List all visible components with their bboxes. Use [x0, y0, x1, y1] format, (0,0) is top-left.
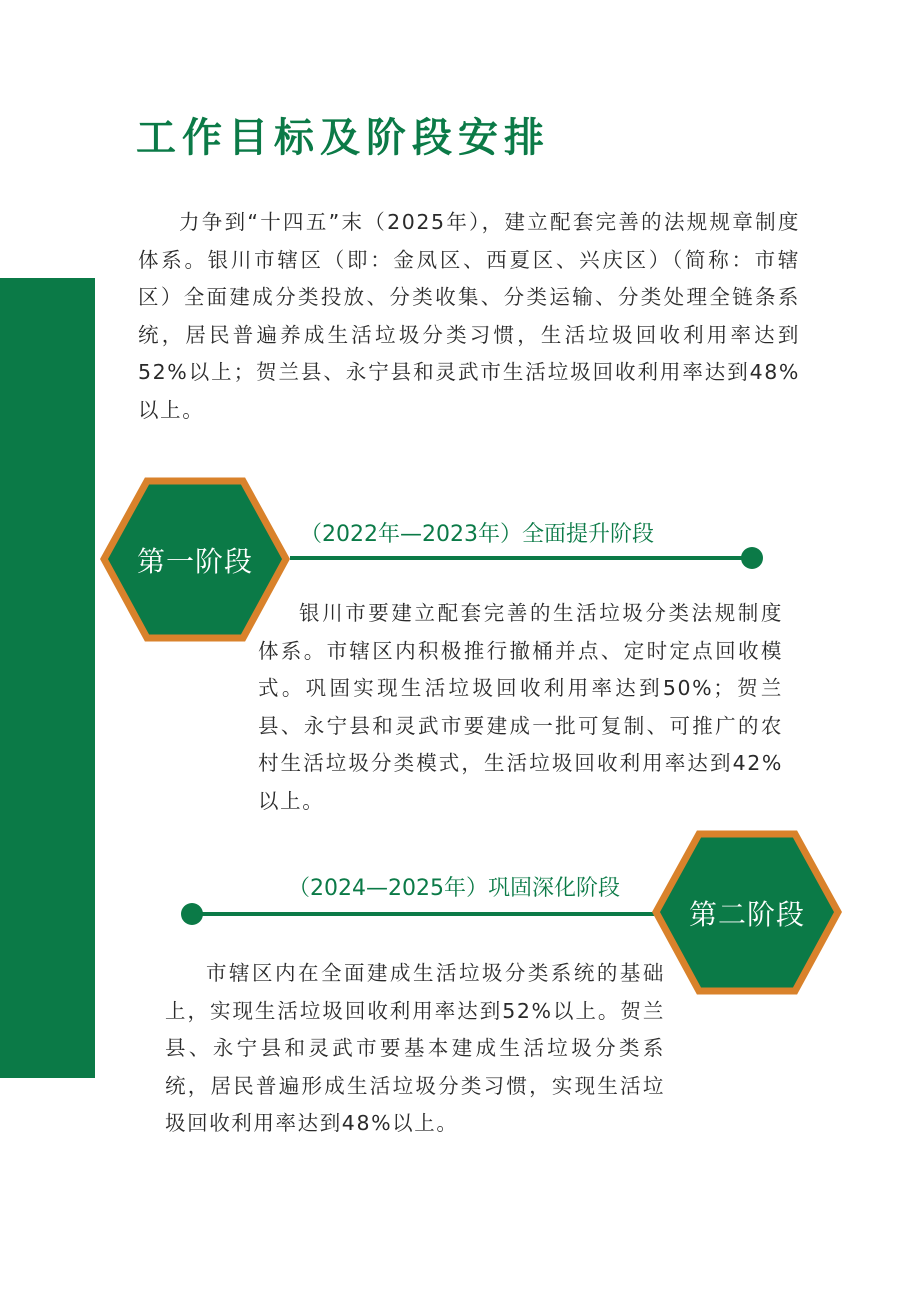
stage2-timeline-dot: [181, 903, 203, 925]
stage2-body: 市辖区内在全面建成生活垃圾分类系统的基础上，实现生活垃圾回收利用率达到52%以上。贺兰县、永宁县和灵武市要基本建成生活垃圾分类系统，居民普遍形成生活垃圾分类习惯，实现生活垃圾回收利用率达到48%以上。: [165, 961, 665, 1135]
stage1-heading: （2022年—2023年）全面提升阶段: [300, 522, 654, 547]
stage1-timeline-line: [290, 556, 750, 560]
intro-paragraph: 力争到“十四五”末（2025年），建立配套完善的法规规章制度体系。银川市辖区（即：金凤区、西夏区、兴庆区）（简称：市辖区）全面建成分类投放、分类收集、分类运输、分类处理全链条系统，居民普遍养成生活垃圾分类习惯，生活垃圾回收利用率达到52%以上；贺兰县、永宁县和灵武市生活垃圾回收利用率达到48%以上。: [138, 210, 800, 422]
stage2-hexagon-badge: [652, 830, 842, 995]
stage1-body: 银川市要建立配套完善的生活垃圾分类法规制度体系。市辖区内积极推行撤桶并点、定时定点回收模式。巩固实现生活垃圾回收利用率达到50%；贺兰县、永宁县和灵武市要建成一批可复制、可推广的农村生活垃圾分类模式，生活垃圾回收利用率达到42%以上。: [258, 601, 783, 813]
page-title: 工作目标及阶段安排: [136, 115, 550, 161]
stage1-timeline-dot: [741, 547, 763, 569]
stage2-heading: （2024—2025年）巩固深化阶段: [288, 876, 620, 901]
stage2-timeline-line: [188, 912, 660, 916]
side-decor-bar: [0, 278, 95, 1078]
stage1-badge-label: 第一阶段: [136, 544, 253, 578]
stage2-badge-label: 第二阶段: [688, 897, 805, 931]
